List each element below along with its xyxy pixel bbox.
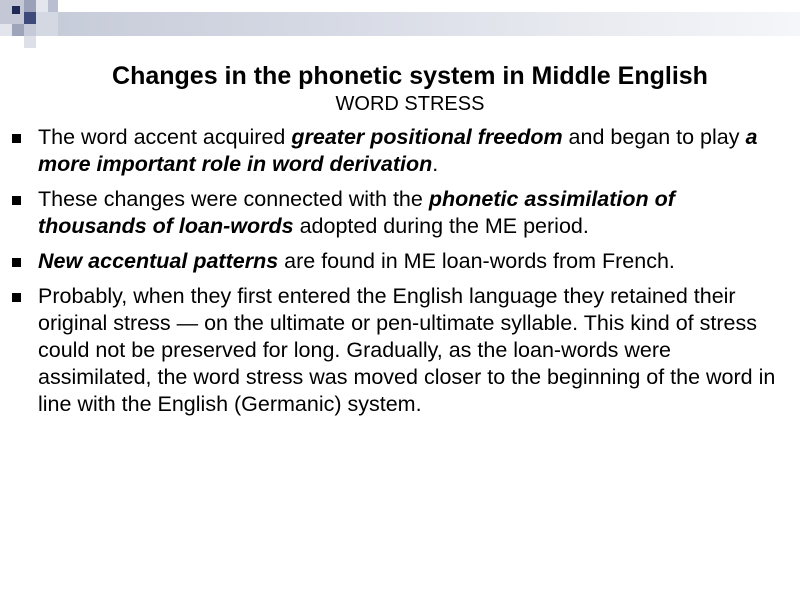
bullet-square-icon: [12, 293, 21, 302]
decorative-square: [36, 0, 48, 12]
bullet-text: [38, 249, 675, 273]
bullet-list: [10, 124, 785, 426]
bullet-square-icon: [12, 258, 21, 267]
bullet-item: [10, 186, 785, 240]
bullet-text-segment: These changes were connected with the: [38, 187, 429, 211]
bullet-text: [38, 284, 775, 416]
decorative-square: [0, 24, 12, 36]
decorative-square: [12, 24, 24, 36]
emphasized-text: greater positional freedom: [291, 125, 563, 149]
decorative-square: [12, 6, 20, 14]
bullet-text-segment: Probably, when they first entered the English language they retained their original stress — on the ultimate or pen-ultimate syllable. This kind of stress could not be preserved for long. Gradually, as the loan-words were assimilated, the word stress was moved closer to the beginning of the word in line with the English (Germanic) system.: [38, 284, 776, 416]
decorative-square: [24, 36, 36, 48]
decorative-square: [24, 12, 36, 24]
bullet-text-segment: adopted during the ME period.: [293, 214, 589, 238]
decorative-square: [36, 12, 58, 36]
bullet-text-segment: are found in ME loan-words from French.: [278, 249, 675, 273]
slide-subtitle: WORD STRESS: [335, 93, 485, 115]
bullet-text: [38, 125, 757, 176]
emphasized-text: phonetic assimilation of thousands of loan-words: [38, 187, 675, 238]
bullet-item: [10, 283, 785, 418]
bullet-item: [10, 248, 785, 275]
decorative-square: [24, 0, 36, 12]
bullet-square-icon: [12, 134, 21, 143]
decorative-band: [58, 12, 800, 36]
decorative-square: [24, 24, 36, 36]
bullet-text: [38, 187, 675, 238]
slide-decoration: [0, 0, 800, 50]
emphasized-text: a more important role in word derivation: [38, 125, 758, 176]
decorative-square: [48, 0, 58, 12]
bullet-text-segment: and began to play: [562, 125, 746, 149]
emphasized-text: New accentual patterns: [38, 249, 279, 273]
bullet-text-segment: .: [432, 152, 439, 176]
bullet-text-segment: The word accent acquired: [38, 125, 292, 149]
bullet-item: [10, 124, 785, 178]
bullet-square-icon: [12, 196, 21, 205]
slide-title: Changes in the phonetic system in Middle English: [112, 62, 708, 90]
